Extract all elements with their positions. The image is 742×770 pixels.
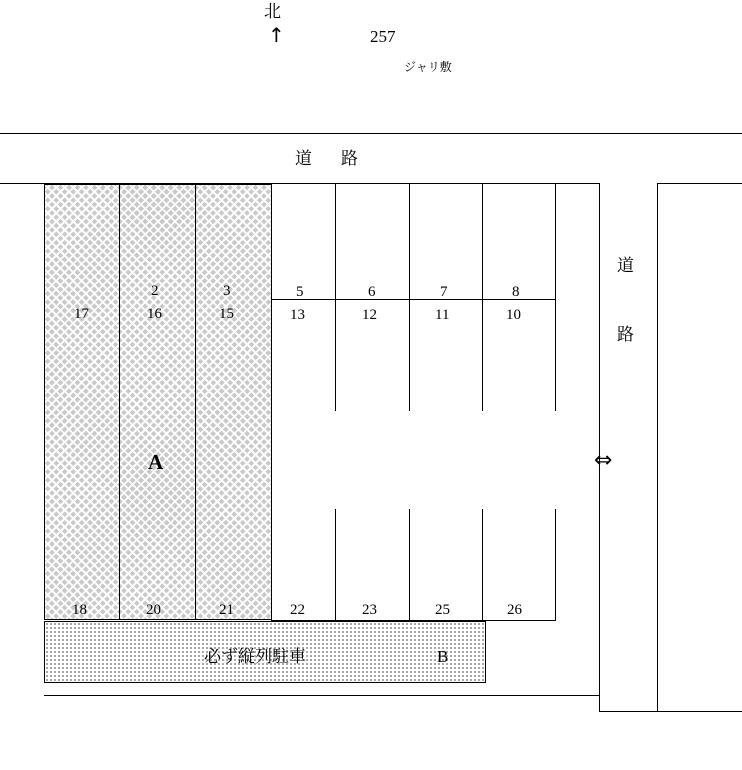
plot-number-257: 257: [370, 27, 396, 46]
lot-top-edge-right: [657, 183, 742, 184]
stall-divider-bottom-2: [409, 509, 410, 620]
stall-divider-top-1: [335, 184, 336, 411]
stall-label-2: 2: [151, 283, 159, 299]
stall-label-21: 21: [219, 602, 234, 618]
parallel-parking-note: 必ず縦列駐車: [204, 647, 306, 666]
road-top-boundary-line: [0, 133, 742, 134]
stall-label-16: 16: [147, 306, 162, 322]
road-top-label: 道 路: [295, 149, 364, 168]
road-bottom-boundary-line: [599, 711, 742, 712]
stall-divider-top-0: [271, 184, 272, 411]
road-width-double-arrow-icon: ⇔: [594, 448, 613, 473]
stall-divider-bottom-4: [555, 509, 556, 620]
stall-label-22: 22: [290, 602, 305, 618]
stall-divider-bottom-3: [482, 509, 483, 620]
stall-divider-bottom-0: [271, 509, 272, 620]
stall-label-23: 23: [362, 602, 377, 618]
area-a-divider-1: [119, 184, 120, 620]
road-right-outer-line: [657, 183, 658, 711]
stall-label-25: 25: [435, 602, 450, 618]
road-right-label-line1: 道: [617, 256, 634, 275]
road-right-label-line2: 路: [617, 325, 634, 344]
stall-divider-top-3: [482, 184, 483, 411]
stall-divider-bottom-1: [335, 509, 336, 620]
stall-divider-top-4: [555, 184, 556, 411]
stall-label-7: 7: [440, 284, 448, 300]
gravel-note: ジャリ敷: [404, 60, 452, 74]
stall-label-12: 12: [362, 307, 377, 323]
area-a-divider-2: [195, 184, 196, 620]
stall-divider-top-2: [409, 184, 410, 411]
stall-label-13: 13: [290, 307, 305, 323]
area-a-hatched-region: [44, 184, 272, 620]
stall-label-5: 5: [296, 284, 304, 300]
stall-label-17: 17: [74, 306, 89, 322]
stall-label-11: 11: [435, 307, 450, 323]
area-b-label: B: [437, 647, 449, 666]
stall-label-3: 3: [223, 283, 231, 299]
stall-label-8: 8: [512, 284, 520, 300]
stall-label-20: 20: [146, 602, 161, 618]
area-a-label: A: [148, 450, 164, 474]
compass-north-label: 北: [264, 2, 281, 21]
stall-label-26: 26: [507, 602, 522, 618]
lot-bottom-boundary-line: [44, 695, 600, 696]
compass-arrow-icon: ↑: [268, 23, 285, 47]
stall-label-18: 18: [72, 602, 87, 618]
road-right-inner-line: [599, 183, 600, 711]
stall-label-15: 15: [219, 306, 234, 322]
stall-label-6: 6: [368, 284, 376, 300]
stall-label-10: 10: [506, 307, 521, 323]
